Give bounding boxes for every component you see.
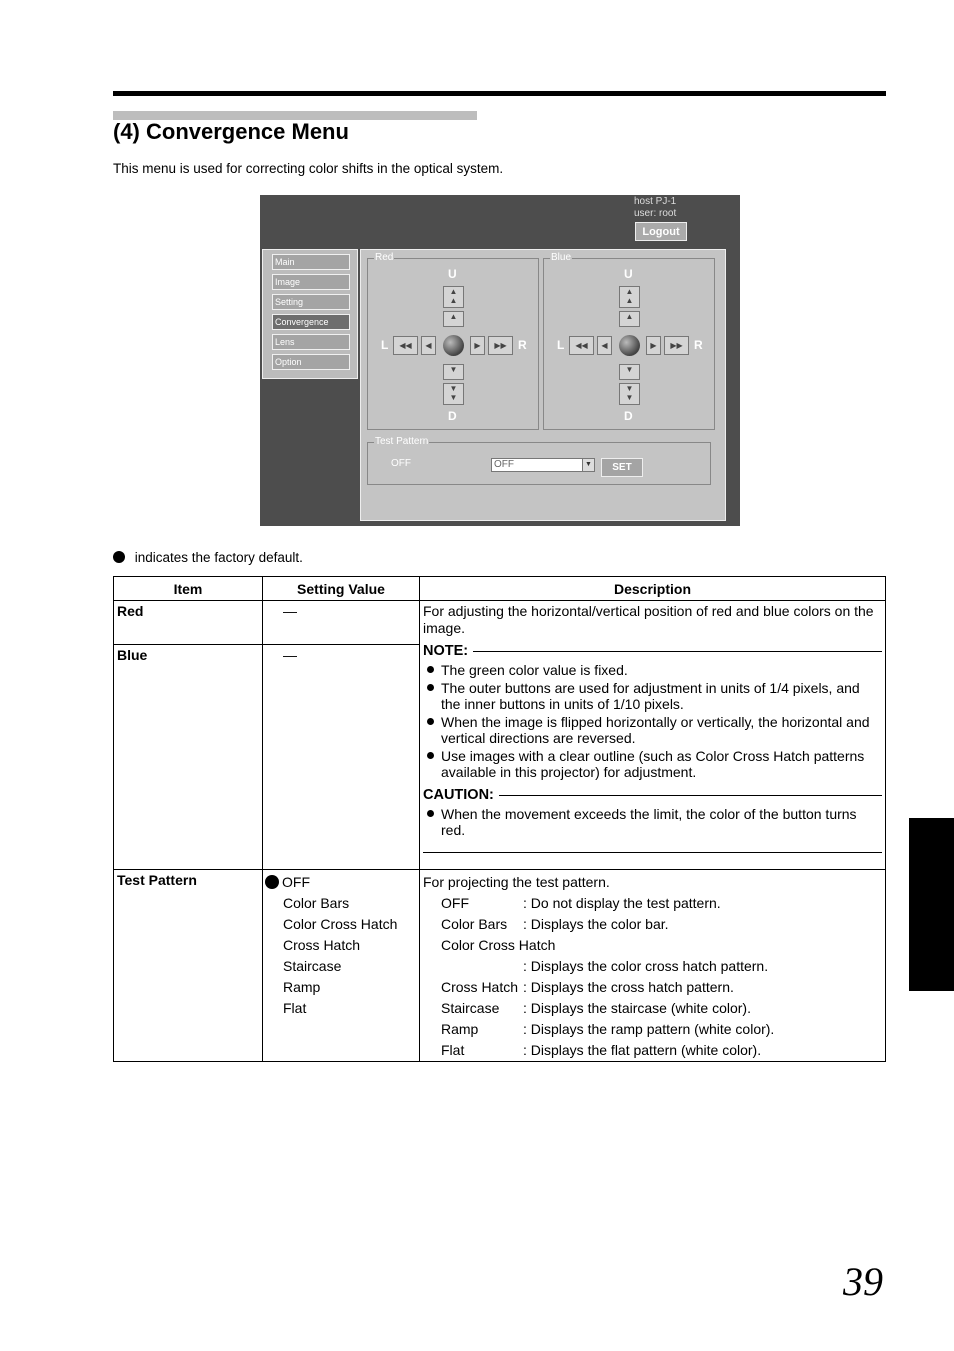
list-item: Cross Hatch xyxy=(283,937,361,953)
value-blue: — xyxy=(263,645,420,870)
right-label: R xyxy=(518,338,527,352)
list-item: When the image is flipped horizontally or vertically, the horizontal and vertical directions are reversed. xyxy=(423,714,882,746)
menu-item-lens[interactable]: Lens xyxy=(272,334,350,350)
list-item: Color Cross Hatch xyxy=(283,916,398,932)
note-rule xyxy=(473,651,882,652)
table-header-row xyxy=(114,577,886,601)
test-pattern-current: OFF xyxy=(391,458,411,469)
blue-down-outer-button[interactable]: ▼ ▼ xyxy=(619,383,640,405)
tp-value: : Displays the cross hatch pattern. xyxy=(523,979,734,995)
list-item xyxy=(265,872,419,893)
caution-rule xyxy=(499,795,882,796)
list-item xyxy=(423,1040,882,1061)
chapter-tab xyxy=(909,818,954,991)
menu-item-convergence[interactable]: Convergence xyxy=(272,314,350,330)
page-title: (4) Convergence Menu xyxy=(113,119,349,144)
list-item xyxy=(423,956,882,977)
item-test-pattern: Test Pattern xyxy=(114,870,263,1062)
intro-text: This menu is used for correcting color shifts in the optical system. xyxy=(113,161,504,176)
logout-button[interactable]: Logout xyxy=(635,222,687,241)
table-row-red xyxy=(114,601,886,645)
list-item: When the movement exceeds the limit, the color of the button turns red. xyxy=(423,806,882,838)
list-item xyxy=(423,998,882,1019)
list-item: Color Bars xyxy=(283,895,350,911)
side-menu xyxy=(262,249,358,379)
item-red: Red xyxy=(114,601,263,645)
list-item: The green color value is fixed. xyxy=(423,662,882,678)
tp-key: OFF xyxy=(441,895,469,911)
up-label: U xyxy=(448,267,457,281)
note-heading xyxy=(423,643,882,660)
test-pattern-group-label: Test Pattern xyxy=(375,436,429,447)
convergence-panel xyxy=(360,249,726,521)
tp-value: : Displays the flat pattern (white color). xyxy=(523,1042,762,1058)
header-description: Description xyxy=(420,577,886,601)
list-item: Ramp xyxy=(283,979,321,995)
tp-intro: For projecting the test pattern. xyxy=(423,874,610,890)
caution-label: CAUTION: xyxy=(423,787,494,803)
red-right-inner-button[interactable]: ▶ xyxy=(470,336,485,355)
blue-right-inner-button[interactable]: ▶ xyxy=(646,336,661,355)
tp-value: : Displays the color bar. xyxy=(523,916,669,932)
list-item xyxy=(423,935,882,956)
tp-key: Color Bars xyxy=(441,916,508,932)
factory-default-icon xyxy=(113,551,125,563)
blue-down-inner-button[interactable]: ▼ xyxy=(619,364,640,380)
red-group-label: Red xyxy=(375,252,394,263)
test-pattern-select-value: OFF xyxy=(494,459,514,470)
tp-key: Staircase xyxy=(441,1000,500,1016)
down-label: D xyxy=(448,409,457,423)
note-list xyxy=(423,662,882,780)
set-button[interactable]: SET xyxy=(601,458,643,477)
list-item: Staircase xyxy=(283,958,342,974)
value-test-pattern xyxy=(263,870,420,1062)
blue-right-outer-button[interactable]: ▶▶ xyxy=(664,336,689,355)
top-rule xyxy=(113,91,886,96)
red-up-inner-button[interactable]: ▲ xyxy=(443,311,464,327)
menu-item-setting[interactable]: Setting xyxy=(272,294,350,310)
up-label: U xyxy=(624,267,633,281)
red-group xyxy=(367,252,539,430)
item-blue: Blue xyxy=(114,645,263,870)
caution-list xyxy=(423,806,882,838)
tp-key: Cross Hatch xyxy=(441,979,519,995)
menu-item-option[interactable]: Option xyxy=(272,354,350,370)
tp-value: : Do not display the test pattern. xyxy=(523,895,721,911)
list-item xyxy=(423,914,882,935)
menu-item-image[interactable]: Image xyxy=(272,274,350,290)
test-pattern-select[interactable] xyxy=(491,458,595,472)
red-left-inner-button[interactable]: ◀ xyxy=(421,336,436,355)
list-item: Flat xyxy=(283,1000,307,1016)
settings-table xyxy=(113,576,886,1062)
tp-value: : Displays the staircase (white color). xyxy=(523,1000,751,1016)
list-item: The outer buttons are used for adjustment in units of 1/4 pixels, and the inner buttons in units of 1/10 pixels. xyxy=(423,680,882,712)
page-number: 39 xyxy=(843,1259,883,1304)
user-label: user: root xyxy=(634,208,677,219)
caution-heading xyxy=(423,787,882,804)
list-item xyxy=(423,1019,882,1040)
blue-group xyxy=(543,252,715,430)
factory-default-icon xyxy=(265,875,279,889)
host-info xyxy=(634,196,676,220)
tp-value: : Displays the ramp pattern (white color). xyxy=(523,1021,775,1037)
list-item: Use images with a clear outline (such as Color Cross Hatch patterns available in this projector) for adjustment. xyxy=(423,748,882,780)
red-down-inner-button[interactable]: ▼ xyxy=(443,364,464,380)
red-right-outer-button[interactable]: ▶▶ xyxy=(488,336,513,355)
red-down-outer-button[interactable]: ▼ ▼ xyxy=(443,383,464,405)
red-up-outer-button[interactable]: ▲ ▲ xyxy=(443,286,464,308)
menu-item-main[interactable]: Main xyxy=(272,254,350,270)
left-label: L xyxy=(381,338,389,352)
header-item: Item xyxy=(114,577,263,601)
table-row-test-pattern xyxy=(114,870,886,1062)
host-label: host PJ-1 xyxy=(634,196,677,207)
list-item xyxy=(423,893,882,914)
caution-end-rule xyxy=(423,852,882,853)
tp-key: Color Cross Hatch xyxy=(441,937,556,953)
note-label: NOTE: xyxy=(423,643,469,659)
red-desc-text: For adjusting the horizontal/vertical position of red and blue colors on the image. xyxy=(423,603,874,636)
tp-key: Flat xyxy=(441,1042,465,1058)
desc-red-blue xyxy=(420,601,886,870)
header-setting-value: Setting Value xyxy=(263,577,420,601)
tp-value: : Displays the color cross hatch pattern. xyxy=(523,958,769,974)
test-pattern-options xyxy=(265,872,419,1019)
blue-group-label: Blue xyxy=(551,252,572,263)
red-left-outer-button[interactable]: ◀◀ xyxy=(393,336,418,355)
blue-left-inner-button[interactable]: ◀ xyxy=(597,336,612,355)
blue-left-outer-button[interactable]: ◀◀ xyxy=(569,336,594,355)
blue-center-ball xyxy=(619,335,640,356)
left-label: L xyxy=(557,338,565,352)
desc-test-pattern xyxy=(420,870,886,1062)
right-label: R xyxy=(694,338,703,352)
blue-up-inner-button[interactable]: ▲ xyxy=(619,311,640,327)
list-item xyxy=(423,977,882,998)
tp-key: Ramp xyxy=(441,1021,479,1037)
factory-default-text: indicates the factory default. xyxy=(134,550,303,565)
blue-up-outer-button[interactable]: ▲ ▲ xyxy=(619,286,640,308)
red-center-ball xyxy=(443,335,464,356)
chevron-down-icon: ▼ xyxy=(582,459,594,471)
option-text: OFF xyxy=(282,874,310,890)
value-red: — xyxy=(263,601,420,645)
down-label: D xyxy=(624,409,633,423)
factory-default-note xyxy=(113,550,303,565)
convergence-screenshot xyxy=(260,195,740,526)
